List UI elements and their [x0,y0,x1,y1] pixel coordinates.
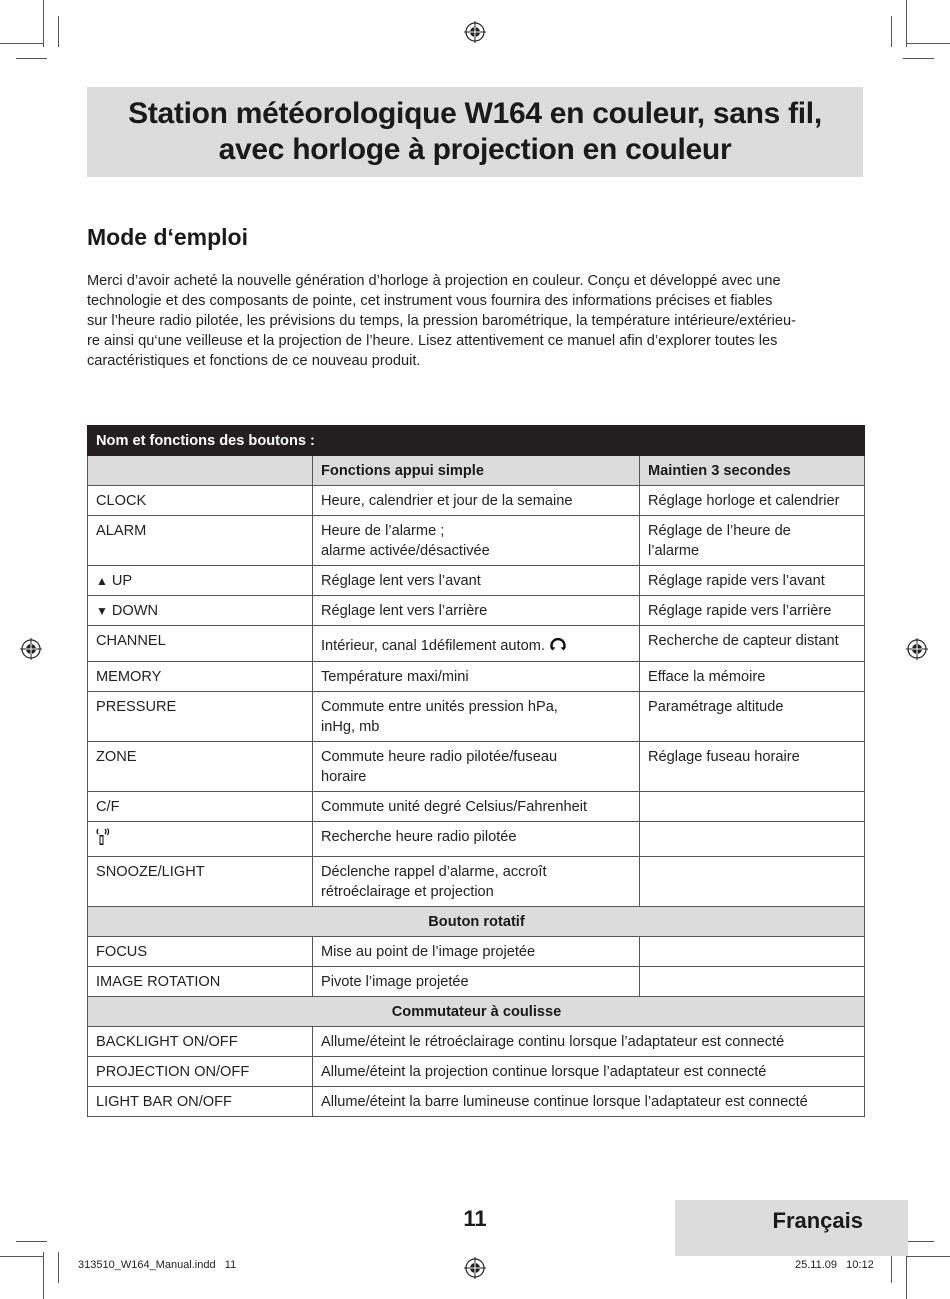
hold-function-line: Réglage de l’heure de [648,523,791,539]
table-row [88,1027,865,1057]
hold-function: Paramétrage altitude [640,692,865,742]
column-header: Maintien 3 secondes [640,456,865,486]
print-file-info: 313510_W164_Manual.indd 11 [78,1259,237,1271]
simple-function-line: Commute heure radio pilotée/fuseau [321,749,558,765]
simple-function: Température maxi/mini [313,662,640,692]
hold-function [640,967,865,997]
crop-mark [907,43,950,44]
page-title-line-2: avec horloge à projection en couleur [218,133,732,166]
button-name-label: DOWN [111,603,159,619]
simple-function-line: horaire [321,769,367,785]
button-name [88,566,313,596]
crop-mark [58,16,59,47]
crop-mark [16,1241,47,1242]
simple-function [313,516,640,566]
table-row [88,1087,865,1117]
simple-function-line: Heure de l’alarme ; [321,523,445,539]
button-name: LIGHT BAR ON/OFF [88,1087,313,1117]
button-name [88,822,313,857]
simple-function: Pivote l’image projetée [313,967,640,997]
table-header-row [88,456,865,486]
button-name: IMAGE ROTATION [88,967,313,997]
column-header [88,456,313,486]
hold-function: Réglage rapide vers l’arrière [640,596,865,626]
triangle-up-icon: ▲ [96,574,108,588]
section-row-slider [88,997,865,1027]
hold-function [640,857,865,907]
simple-function [313,857,640,907]
button-name: FOCUS [88,937,313,967]
triangle-down-icon: ▼ [96,604,108,618]
crop-mark [891,16,892,47]
crop-mark [0,1256,43,1257]
section-row-rotary [88,907,865,937]
simple-function: Recherche heure radio pilotée [313,822,640,857]
simple-function-line: inHg, mb [321,719,380,735]
button-name: ALARM [88,516,313,566]
language-tab [675,1200,908,1256]
intro-line: technologie et des composants de pointe, cet instrument vous fournira des informations précises et fiables [87,293,773,309]
page-number: 11 [463,1206,487,1231]
registration-mark-icon [464,1257,486,1279]
table-row [88,937,865,967]
simple-function [313,692,640,742]
simple-function-line: rétroéclairage et projection [321,884,494,900]
crop-mark [903,58,934,59]
simple-function [313,742,640,792]
intro-line: Merci d’avoir acheté la nouvelle génération d’horloge à projection en couleur. Conçu et développé avec une [87,273,781,289]
intro-line: sur l’heure radio pilotée, les prévisions du temps, la pression barométrique, la température intérieure/extérieu- [87,313,796,329]
crop-mark [906,0,907,47]
registration-mark-icon [464,21,486,43]
registration-mark-icon [20,638,42,660]
table-row [88,662,865,692]
buttons-table [87,425,865,1117]
crop-mark [43,1252,44,1299]
radio-tower-icon [96,828,110,846]
crop-mark [907,1256,950,1257]
simple-function: Mise au point de l’image projetée [313,937,640,967]
button-name: CLOCK [88,486,313,516]
slider-description: Allume/éteint la barre lumineuse continue lorsque l’adaptateur est connecté [313,1087,865,1117]
crop-mark [906,1252,907,1299]
title-banner [87,87,863,177]
hold-function [640,516,865,566]
button-name: PRESSURE [88,692,313,742]
table-row [88,822,865,857]
hold-function: Réglage rapide vers l’avant [640,566,865,596]
intro-paragraph [87,271,867,371]
table-row [88,626,865,662]
crop-mark [891,1252,892,1283]
crop-mark [16,58,47,59]
crop-mark [43,0,44,47]
hold-function: Recherche de capteur distant [640,626,865,662]
button-name: CHANNEL [88,626,313,662]
table-row [88,742,865,792]
language-label: Français [772,1208,863,1233]
simple-function [313,626,640,662]
section-label: Commutateur à coulisse [88,997,865,1027]
intro-line: re ainsi qu‘une veilleuse et la projection de l’heure. Lisez attentivement ce manuel afin d’explorer toutes les [87,333,778,349]
intro-line: caractéristiques et fonctions de ce nouveau produit. [87,353,421,369]
button-name: C/F [88,792,313,822]
simple-function-line: Commute entre unités pression hPa, [321,699,558,715]
slider-description: Allume/éteint le rétroéclairage continu lorsque l’adaptateur est connecté [313,1027,865,1057]
simple-function-line: Déclenche rappel d’alarme, accroît [321,864,547,880]
table-row [88,516,865,566]
table-row [88,857,865,907]
hold-function [640,822,865,857]
table-caption-row [88,426,865,456]
button-name: BACKLIGHT ON/OFF [88,1027,313,1057]
simple-function-label: Intérieur, canal 1défilement autom. [321,638,545,654]
simple-function: Commute unité degré Celsius/Fahrenheit [313,792,640,822]
column-header: Fonctions appui simple [313,456,640,486]
table-row [88,486,865,516]
button-name [88,596,313,626]
cycle-arrows-icon [549,635,567,653]
hold-function [640,937,865,967]
print-date-info: 25.11.09 10:12 [795,1259,874,1271]
page-title-line-1: Station météorologique W164 en couleur, sans fil, [128,97,822,130]
button-name: PROJECTION ON/OFF [88,1057,313,1087]
table-row [88,792,865,822]
simple-function: Réglage lent vers l’avant [313,566,640,596]
button-name-label: UP [111,573,133,589]
table-row [88,692,865,742]
simple-function: Réglage lent vers l’arrière [313,596,640,626]
slider-description: Allume/éteint la projection continue lorsque l’adaptateur est connecté [313,1057,865,1087]
simple-function: Heure, calendrier et jour de la semaine [313,486,640,516]
simple-function-line: alarme activée/désactivée [321,543,490,559]
hold-function: Réglage fuseau horaire [640,742,865,792]
table-row [88,566,865,596]
hold-function: Efface la mémoire [640,662,865,692]
registration-mark-icon [906,638,928,660]
crop-mark [58,1252,59,1283]
section-heading: Mode d‘emploi [87,224,248,250]
table-row [88,1057,865,1087]
hold-function-line: l’alarme [648,543,700,559]
hold-function [640,792,865,822]
section-label: Bouton rotatif [88,907,865,937]
table-row [88,596,865,626]
crop-mark [0,43,43,44]
hold-function: Réglage horloge et calendrier [640,486,865,516]
table-caption: Nom et fonctions des boutons : [88,426,865,456]
button-name: SNOOZE/LIGHT [88,857,313,907]
button-name: MEMORY [88,662,313,692]
table-row [88,967,865,997]
button-name: ZONE [88,742,313,792]
